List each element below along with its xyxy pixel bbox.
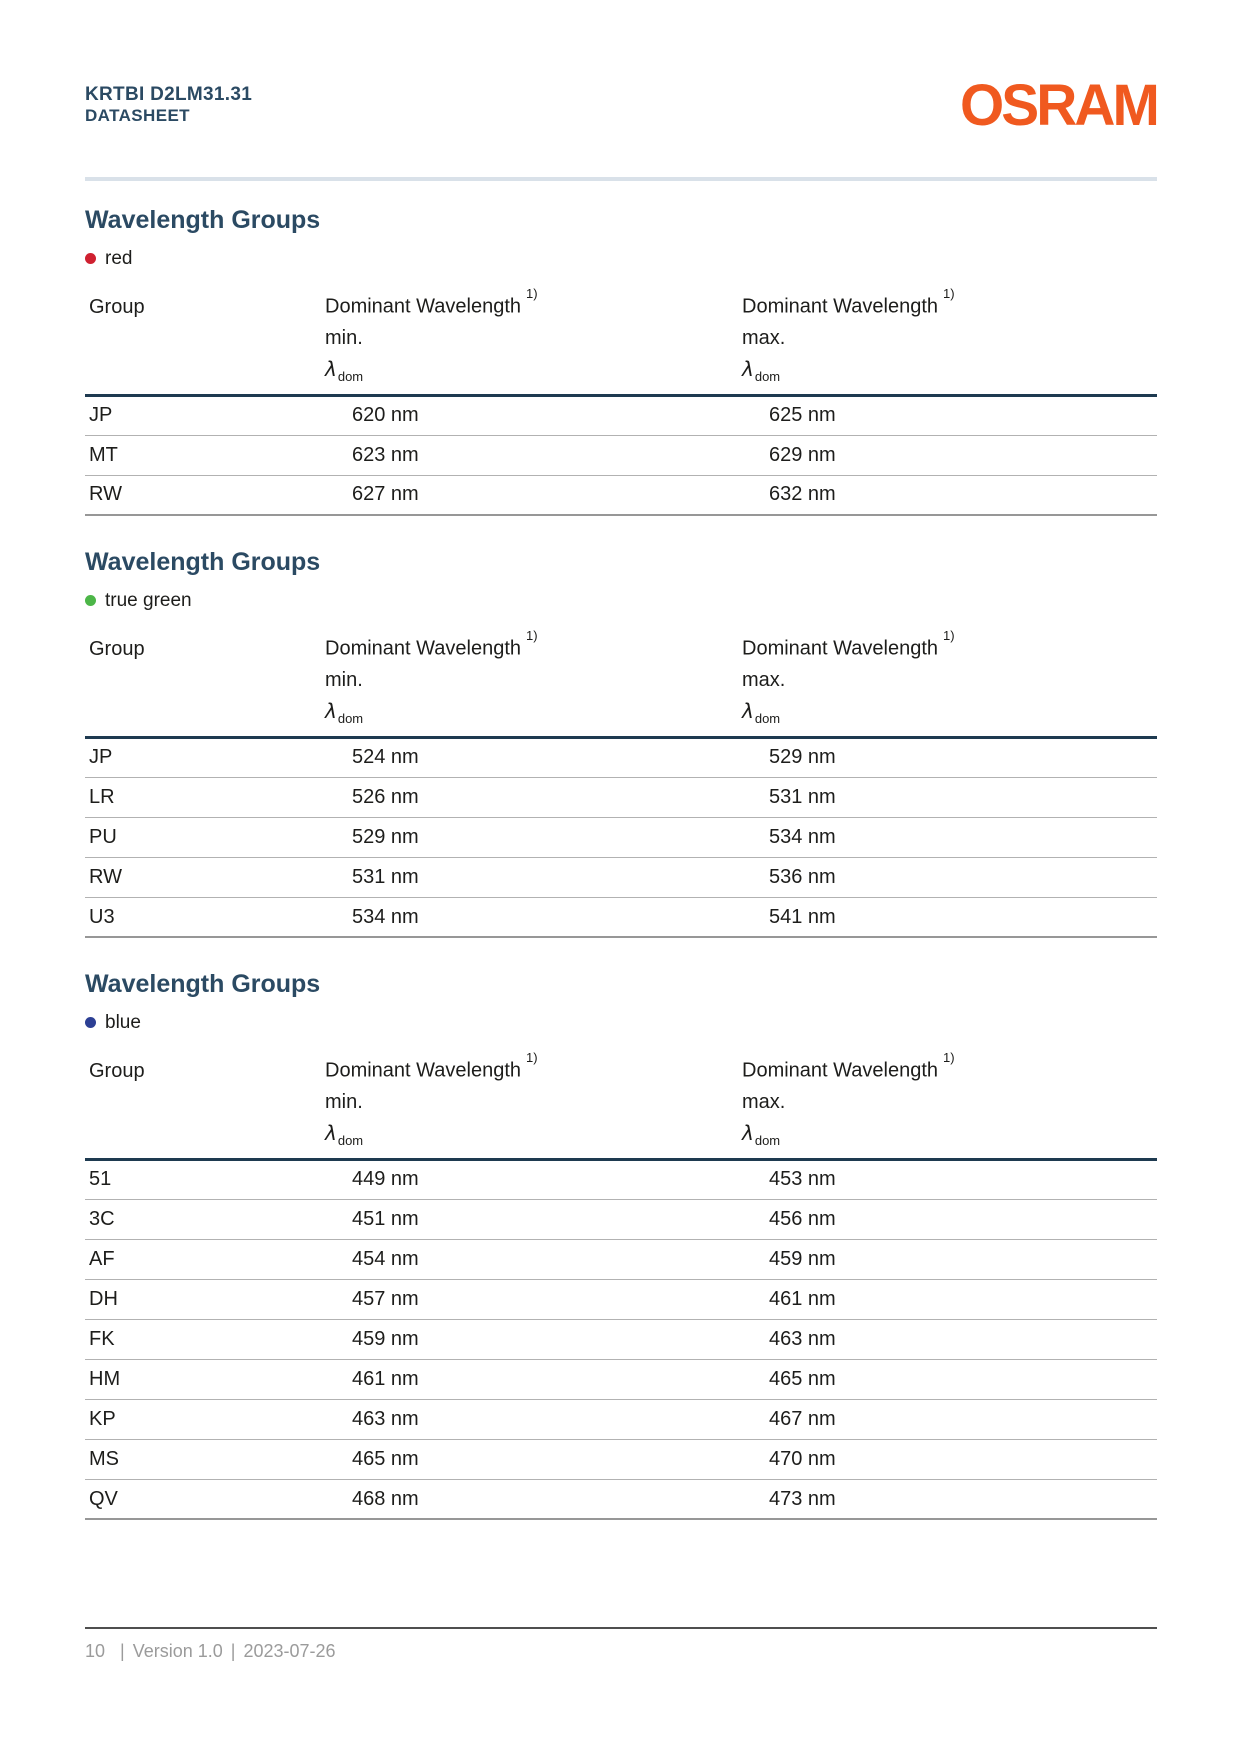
min-wavelength-cell: 463 nm	[325, 1399, 742, 1439]
max-wavelength-cell: 629 nm	[742, 435, 1157, 475]
group-cell: MT	[85, 435, 325, 475]
max-column-header: Dominant Wavelength$^{1)}$	[742, 628, 955, 660]
header-row-title	[85, 632, 1157, 670]
table-row	[85, 817, 1157, 857]
section-heading: Wavelength Groups	[85, 548, 321, 577]
header-row-symbol	[85, 1121, 1157, 1160]
group-cell: JP	[85, 395, 325, 435]
doc-type-label: DATASHEET	[85, 106, 190, 125]
max-wavelength-cell: 456 nm	[742, 1199, 1157, 1239]
group-column-header: Group	[89, 1059, 145, 1082]
table-row	[85, 395, 1157, 435]
footnote-marker: 1)	[526, 628, 538, 644]
max-wavelength-cell: 459 nm	[742, 1239, 1157, 1279]
date-label: 2023-07-26	[243, 1641, 336, 1661]
min-wavelength-cell: 623 nm	[325, 435, 742, 475]
max-wavelength-cell: 470 nm	[742, 1439, 1157, 1479]
table-row	[85, 737, 1157, 777]
table-row	[85, 1479, 1157, 1519]
wavelength-table	[85, 628, 1157, 938]
bullet-label: red	[105, 248, 133, 269]
table-row	[85, 475, 1157, 515]
table-header	[85, 286, 1157, 395]
table-row	[85, 897, 1157, 937]
footnote-marker: 1)	[526, 286, 538, 301]
min-wavelength-cell: 620 nm	[325, 395, 742, 435]
color-bullet-row	[85, 591, 1157, 610]
max-wavelength-cell: 463 nm	[742, 1319, 1157, 1359]
min-wavelength-cell: 534 nm	[325, 897, 742, 937]
max-wavelength-cell: 453 nm	[742, 1159, 1157, 1199]
group-cell: LR	[85, 777, 325, 817]
max-wavelength-cell: 536 nm	[742, 857, 1157, 897]
footnote-marker: 1)	[943, 286, 955, 301]
min-wavelength-cell: 449 nm	[325, 1159, 742, 1199]
max-wavelength-cell: 541 nm	[742, 897, 1157, 937]
max-wavelength-cell: 465 nm	[742, 1359, 1157, 1399]
table-row	[85, 1439, 1157, 1479]
min-bound-label: min.	[325, 668, 363, 691]
bullet-label: blue	[105, 1012, 141, 1034]
color-bullet-row	[85, 249, 1157, 268]
footnote-marker: 1)	[943, 1050, 955, 1066]
min-wavelength-cell: 531 nm	[325, 857, 742, 897]
table-body	[85, 395, 1157, 515]
table-row	[85, 1279, 1157, 1319]
min-column-header: Dominant Wavelength$^{1)}$	[325, 628, 538, 660]
header-divider	[85, 177, 1157, 181]
group-cell: RW	[85, 475, 325, 515]
version-label: Version 1.0	[132, 1641, 223, 1661]
osram-logo: OSRAM	[960, 73, 1157, 138]
header-row-bound	[85, 670, 1157, 699]
table-row	[85, 1159, 1157, 1199]
wavelength-group-section	[85, 971, 1157, 1520]
group-cell: QV	[85, 1479, 325, 1519]
section-heading: Wavelength Groups	[85, 970, 321, 999]
footer-divider	[85, 1627, 1157, 1629]
min-wavelength-cell: 459 nm	[325, 1319, 742, 1359]
min-lambda-symbol: $\lambda_{dom}$	[325, 699, 742, 738]
table-row	[85, 1319, 1157, 1359]
product-title: KRTBI D2LM31.31	[85, 84, 253, 105]
table-row	[85, 1399, 1157, 1439]
min-wavelength-cell: 465 nm	[325, 1439, 742, 1479]
table-header	[85, 628, 1157, 737]
min-wavelength-cell: 451 nm	[325, 1199, 742, 1239]
group-cell: 3C	[85, 1199, 325, 1239]
table-row	[85, 857, 1157, 897]
max-bound-label: max.	[742, 1090, 786, 1113]
table-row	[85, 1359, 1157, 1399]
min-bound-label: min.	[325, 1090, 363, 1113]
group-cell: KP	[85, 1399, 325, 1439]
min-lambda-symbol: $\lambda_{dom}$	[325, 1121, 742, 1160]
max-wavelength-cell: 461 nm	[742, 1279, 1157, 1319]
sections	[85, 207, 1157, 1520]
group-cell: FK	[85, 1319, 325, 1359]
min-lambda-symbol: $\lambda_{dom}$	[325, 357, 742, 396]
group-column-header: Group	[89, 637, 145, 660]
page-number: 10	[85, 1641, 106, 1661]
group-cell: 51	[85, 1159, 325, 1199]
wavelength-table	[85, 1050, 1157, 1520]
min-wavelength-cell: 526 nm	[325, 777, 742, 817]
max-bound-label: max.	[742, 668, 786, 691]
table-row	[85, 1239, 1157, 1279]
group-cell: RW	[85, 857, 325, 897]
max-wavelength-cell: 531 nm	[742, 777, 1157, 817]
group-cell: DH	[85, 1279, 325, 1319]
min-wavelength-cell: 461 nm	[325, 1359, 742, 1399]
title-block	[85, 84, 252, 126]
header-row-title	[85, 1054, 1157, 1092]
max-wavelength-cell: 473 nm	[742, 1479, 1157, 1519]
wavelength-table	[85, 286, 1157, 516]
max-lambda-symbol: $\lambda_{dom}$	[742, 357, 1157, 396]
footer-separator: |	[230, 1641, 236, 1661]
color-bullet-row	[85, 1013, 1157, 1032]
header-row-symbol	[85, 357, 1157, 396]
max-bound-label: max.	[742, 326, 786, 349]
min-wavelength-cell: 524 nm	[325, 737, 742, 777]
min-wavelength-cell: 454 nm	[325, 1239, 742, 1279]
header-row-symbol	[85, 699, 1157, 738]
table-row	[85, 435, 1157, 475]
max-column-header: Dominant Wavelength$^{1)}$	[742, 286, 955, 318]
table-body	[85, 737, 1157, 937]
max-wavelength-cell: 632 nm	[742, 475, 1157, 515]
min-wavelength-cell: 627 nm	[325, 475, 742, 515]
max-wavelength-cell: 467 nm	[742, 1399, 1157, 1439]
group-cell: AF	[85, 1239, 325, 1279]
bullet-label: true green	[105, 590, 192, 612]
footer-separator: |	[120, 1641, 125, 1661]
group-cell: MS	[85, 1439, 325, 1479]
wavelength-group-section	[85, 549, 1157, 938]
wavelength-group-section	[85, 207, 1157, 516]
header-row-bound	[85, 328, 1157, 357]
min-column-header: Dominant Wavelength$^{1)}$	[325, 286, 538, 318]
min-wavelength-cell: 468 nm	[325, 1479, 742, 1519]
min-wavelength-cell: 457 nm	[325, 1279, 742, 1319]
footnote-marker: 1)	[943, 628, 955, 644]
group-cell: U3	[85, 897, 325, 937]
header-row-bound	[85, 1092, 1157, 1121]
table-row	[85, 1199, 1157, 1239]
section-heading: Wavelength Groups	[85, 206, 321, 234]
bullet-dot	[85, 595, 96, 606]
header-row-title	[85, 290, 1157, 328]
footer-text	[85, 1641, 1157, 1661]
max-lambda-symbol: $\lambda_{dom}$	[742, 1121, 1157, 1160]
footnote-marker: 1)	[526, 1050, 538, 1066]
table-row	[85, 777, 1157, 817]
max-lambda-symbol: $\lambda_{dom}$	[742, 699, 1157, 738]
group-column-header: Group	[89, 295, 145, 318]
max-wavelength-cell: 529 nm	[742, 737, 1157, 777]
page-header	[85, 0, 1157, 138]
group-cell: HM	[85, 1359, 325, 1399]
table-header	[85, 1050, 1157, 1159]
bullet-dot	[85, 1017, 96, 1028]
max-wavelength-cell: 625 nm	[742, 395, 1157, 435]
bullet-dot	[85, 253, 96, 264]
min-bound-label: min.	[325, 326, 363, 349]
group-cell: PU	[85, 817, 325, 857]
max-wavelength-cell: 534 nm	[742, 817, 1157, 857]
min-wavelength-cell: 529 nm	[325, 817, 742, 857]
min-column-header: Dominant Wavelength$^{1)}$	[325, 1050, 538, 1082]
max-column-header: Dominant Wavelength$^{1)}$	[742, 1050, 955, 1082]
table-body	[85, 1159, 1157, 1519]
page-footer	[85, 1627, 1157, 1661]
group-cell: JP	[85, 737, 325, 777]
